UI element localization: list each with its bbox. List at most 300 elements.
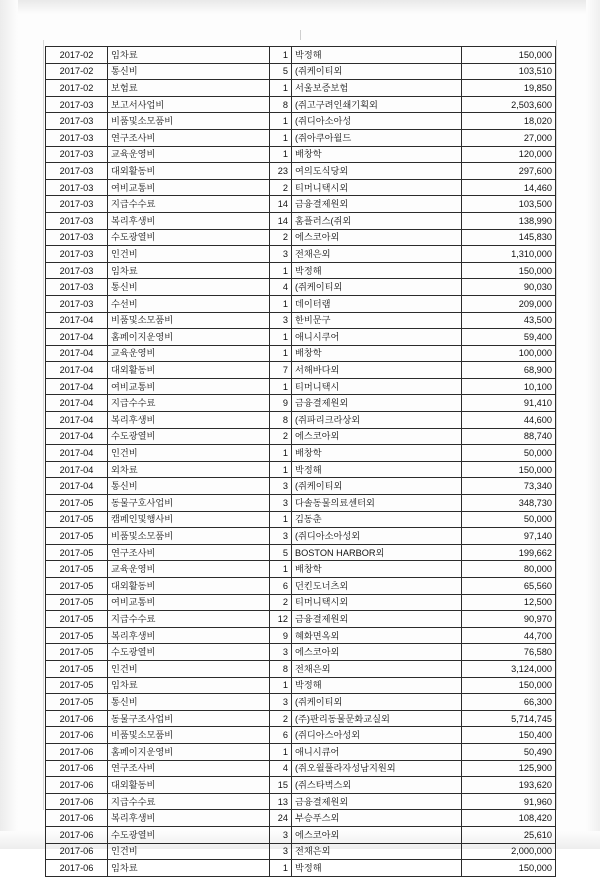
- cell-amount: 73,340: [462, 478, 556, 495]
- scan-mark: [300, 30, 301, 40]
- cell-date: 2017-04: [46, 412, 108, 429]
- cell-payee: 애니시큐어: [292, 743, 462, 760]
- cell-amount: 50,000: [462, 511, 556, 528]
- table-row: [46, 710, 556, 727]
- cell-payee: (쥐케이티외: [292, 694, 462, 711]
- cell-payee: 박정해: [292, 461, 462, 478]
- cell-item: 동물구조사업비: [108, 710, 270, 727]
- cell-amount: 91,410: [462, 395, 556, 412]
- cell-amount: 108,420: [462, 810, 556, 827]
- cell-amount: 10,100: [462, 378, 556, 395]
- cell-item: 대외활동비: [108, 777, 270, 794]
- cell-amount: 18,020: [462, 113, 556, 130]
- cell-item: 복리후생비: [108, 627, 270, 644]
- cell-amount: 2,000,000: [462, 843, 556, 860]
- cell-payee: 서울보증보험: [292, 80, 462, 97]
- cell-payee: (쥐디아소아성: [292, 113, 462, 130]
- table-row: [46, 495, 556, 512]
- cell-amount: 91,960: [462, 793, 556, 810]
- cell-date: 2017-03: [46, 113, 108, 130]
- table-row: [46, 760, 556, 777]
- cell-amount: 125,900: [462, 760, 556, 777]
- cell-payee: 에스코아외: [292, 826, 462, 843]
- cell-payee: 서해바다외: [292, 362, 462, 379]
- cell-payee: 티머니택시: [292, 378, 462, 395]
- cell-amount: 76,580: [462, 644, 556, 661]
- scan-edge-left: [0, 0, 18, 849]
- cell-date: 2017-03: [46, 96, 108, 113]
- cell-item: 홈페이지운영비: [108, 329, 270, 346]
- table-row: [46, 611, 556, 628]
- table-row: [46, 96, 556, 113]
- cell-quantity: 7: [270, 362, 292, 379]
- cell-quantity: 2: [270, 710, 292, 727]
- cell-item: 비품및소모품비: [108, 528, 270, 545]
- cell-item: 교육운영비: [108, 561, 270, 578]
- cell-date: 2017-04: [46, 312, 108, 329]
- cell-date: 2017-05: [46, 544, 108, 561]
- cell-amount: 138,990: [462, 212, 556, 229]
- cell-amount: 348,730: [462, 495, 556, 512]
- cell-payee: 티머니택시외: [292, 594, 462, 611]
- cell-payee: 배창학: [292, 561, 462, 578]
- cell-date: 2017-04: [46, 395, 108, 412]
- cell-item: 복리후생비: [108, 212, 270, 229]
- cell-item: 비품및소모품비: [108, 727, 270, 744]
- cell-amount: 19,850: [462, 80, 556, 97]
- cell-item: 대외활동비: [108, 362, 270, 379]
- cell-date: 2017-04: [46, 378, 108, 395]
- cell-amount: 27,000: [462, 129, 556, 146]
- cell-item: 통신비: [108, 694, 270, 711]
- cell-date: 2017-02: [46, 80, 108, 97]
- cell-quantity: 9: [270, 395, 292, 412]
- cell-amount: 50,490: [462, 743, 556, 760]
- cell-item: 통신비: [108, 63, 270, 80]
- cell-amount: 44,600: [462, 412, 556, 429]
- table-row: [46, 163, 556, 180]
- table-row: [46, 677, 556, 694]
- cell-quantity: 1: [270, 345, 292, 362]
- cell-quantity: 1: [270, 445, 292, 462]
- table-row: [46, 329, 556, 346]
- table-row: [46, 129, 556, 146]
- cell-quantity: 4: [270, 760, 292, 777]
- cell-date: 2017-06: [46, 860, 108, 877]
- cell-date: 2017-03: [46, 179, 108, 196]
- table-row: [46, 826, 556, 843]
- cell-quantity: 3: [270, 843, 292, 860]
- cell-payee: 금융결제원외: [292, 793, 462, 810]
- cell-date: 2017-06: [46, 760, 108, 777]
- cell-payee: (쥐아쿠아월드: [292, 129, 462, 146]
- cell-quantity: 12: [270, 611, 292, 628]
- cell-payee: 티머니택시외: [292, 179, 462, 196]
- table-row: [46, 395, 556, 412]
- cell-quantity: 1: [270, 561, 292, 578]
- cell-date: 2017-05: [46, 495, 108, 512]
- cell-item: 연구조사비: [108, 760, 270, 777]
- cell-amount: 100,000: [462, 345, 556, 362]
- cell-item: 임차료: [108, 677, 270, 694]
- cell-item: 대외활동비: [108, 163, 270, 180]
- table-row: [46, 312, 556, 329]
- cell-payee: (쥐스타벅스외: [292, 777, 462, 794]
- table-row: [46, 246, 556, 263]
- cell-payee: 에스코아외: [292, 229, 462, 246]
- ledger-table-container: [45, 46, 555, 877]
- cell-amount: 50,000: [462, 445, 556, 462]
- table-row: [46, 544, 556, 561]
- cell-date: 2017-03: [46, 246, 108, 263]
- table-row: [46, 743, 556, 760]
- cell-date: 2017-06: [46, 810, 108, 827]
- cell-amount: 150,000: [462, 461, 556, 478]
- cell-date: 2017-03: [46, 279, 108, 296]
- cell-payee: 김동춘: [292, 511, 462, 528]
- cell-amount: 120,000: [462, 146, 556, 163]
- cell-quantity: 1: [270, 461, 292, 478]
- cell-amount: 150,000: [462, 47, 556, 64]
- cell-amount: 1,310,000: [462, 246, 556, 263]
- table-row: [46, 146, 556, 163]
- cell-quantity: 3: [270, 826, 292, 843]
- cell-quantity: 3: [270, 246, 292, 263]
- cell-payee: 배창학: [292, 146, 462, 163]
- table-row: [46, 412, 556, 429]
- table-row: [46, 793, 556, 810]
- cell-date: 2017-03: [46, 146, 108, 163]
- cell-amount: 25,610: [462, 826, 556, 843]
- scan-edge-top: [0, 0, 600, 14]
- cell-payee: 부승푸스외: [292, 810, 462, 827]
- table-row: [46, 810, 556, 827]
- cell-quantity: 6: [270, 727, 292, 744]
- table-row: [46, 561, 556, 578]
- cell-payee: BOSTON HARBOR외: [292, 544, 462, 561]
- cell-date: 2017-04: [46, 428, 108, 445]
- cell-amount: 103,500: [462, 196, 556, 213]
- cell-quantity: 6: [270, 578, 292, 595]
- cell-date: 2017-06: [46, 826, 108, 843]
- cell-quantity: 1: [270, 511, 292, 528]
- cell-date: 2017-03: [46, 196, 108, 213]
- table-row: [46, 511, 556, 528]
- cell-payee: 금융결제원외: [292, 611, 462, 628]
- cell-date: 2017-05: [46, 511, 108, 528]
- cell-date: 2017-06: [46, 777, 108, 794]
- cell-quantity: 9: [270, 627, 292, 644]
- cell-date: 2017-05: [46, 528, 108, 545]
- cell-payee: 금융결제원외: [292, 196, 462, 213]
- cell-date: 2017-04: [46, 362, 108, 379]
- cell-quantity: 3: [270, 694, 292, 711]
- cell-payee: (쥐케이티외: [292, 63, 462, 80]
- cell-item: 수도광열비: [108, 428, 270, 445]
- cell-item: 임차료: [108, 860, 270, 877]
- cell-item: 지급수수료: [108, 395, 270, 412]
- cell-payee: 데이터램: [292, 295, 462, 312]
- cell-payee: 여의도식당외: [292, 163, 462, 180]
- cell-amount: 150,000: [462, 262, 556, 279]
- cell-quantity: 4: [270, 279, 292, 296]
- cell-item: 교육운영비: [108, 345, 270, 362]
- cell-amount: 88,740: [462, 428, 556, 445]
- cell-item: 인건비: [108, 660, 270, 677]
- cell-amount: 145,830: [462, 229, 556, 246]
- table-row: [46, 345, 556, 362]
- cell-item: 여비교통비: [108, 594, 270, 611]
- cell-payee: (쥐디아스아성외: [292, 727, 462, 744]
- cell-date: 2017-06: [46, 727, 108, 744]
- cell-quantity: 13: [270, 793, 292, 810]
- table-row: [46, 578, 556, 595]
- cell-date: 2017-05: [46, 594, 108, 611]
- cell-quantity: 3: [270, 478, 292, 495]
- cell-quantity: 3: [270, 644, 292, 661]
- cell-amount: 5,714,745: [462, 710, 556, 727]
- table-row: [46, 295, 556, 312]
- cell-quantity: 2: [270, 594, 292, 611]
- cell-item: 지급수수료: [108, 793, 270, 810]
- cell-quantity: 24: [270, 810, 292, 827]
- cell-payee: 박정해: [292, 47, 462, 64]
- cell-item: 비품및소모품비: [108, 113, 270, 130]
- table-row: [46, 660, 556, 677]
- cell-amount: 80,000: [462, 561, 556, 578]
- cell-date: 2017-04: [46, 329, 108, 346]
- cell-quantity: 8: [270, 412, 292, 429]
- cell-payee: 한비문구: [292, 312, 462, 329]
- table-row: [46, 461, 556, 478]
- cell-quantity: 1: [270, 129, 292, 146]
- cell-item: 보험료: [108, 80, 270, 97]
- cell-date: 2017-06: [46, 843, 108, 860]
- cell-date: 2017-03: [46, 295, 108, 312]
- cell-payee: 전채은외: [292, 843, 462, 860]
- cell-quantity: 14: [270, 212, 292, 229]
- cell-amount: 43,500: [462, 312, 556, 329]
- cell-quantity: 8: [270, 660, 292, 677]
- cell-quantity: 1: [270, 262, 292, 279]
- table-row: [46, 777, 556, 794]
- cell-item: 연구조사비: [108, 544, 270, 561]
- cell-amount: 2,503,600: [462, 96, 556, 113]
- cell-date: 2017-05: [46, 627, 108, 644]
- cell-quantity: 1: [270, 677, 292, 694]
- scan-edge-right: [586, 0, 600, 849]
- cell-date: 2017-04: [46, 345, 108, 362]
- cell-item: 외차료: [108, 461, 270, 478]
- table-row: [46, 63, 556, 80]
- cell-item: 비품및소모품비: [108, 312, 270, 329]
- cell-payee: 박정해: [292, 677, 462, 694]
- cell-payee: 에스코아외: [292, 428, 462, 445]
- cell-payee: 전채은외: [292, 246, 462, 263]
- cell-item: 인건비: [108, 445, 270, 462]
- cell-payee: (쥐오월풀라자성남지원외: [292, 760, 462, 777]
- cell-item: 대외활동비: [108, 578, 270, 595]
- cell-amount: 44,700: [462, 627, 556, 644]
- cell-quantity: 1: [270, 378, 292, 395]
- table-row: [46, 644, 556, 661]
- cell-payee: (주)판리동물문화교실외: [292, 710, 462, 727]
- cell-payee: (쥐케이티외: [292, 478, 462, 495]
- ledger-table: [45, 46, 556, 877]
- cell-payee: (쥐고구려인쇄기획외: [292, 96, 462, 113]
- cell-quantity: 1: [270, 329, 292, 346]
- cell-payee: 애니시쿠어: [292, 329, 462, 346]
- cell-quantity: 1: [270, 47, 292, 64]
- cell-date: 2017-04: [46, 478, 108, 495]
- cell-payee: 에스코아외: [292, 644, 462, 661]
- cell-date: 2017-05: [46, 660, 108, 677]
- cell-item: 여비교통비: [108, 378, 270, 395]
- cell-quantity: 2: [270, 428, 292, 445]
- scan-hairline-left: [43, 40, 44, 810]
- table-row: [46, 196, 556, 213]
- cell-item: 인건비: [108, 246, 270, 263]
- cell-date: 2017-03: [46, 129, 108, 146]
- table-row: [46, 843, 556, 860]
- table-row: [46, 528, 556, 545]
- cell-item: 복리후생비: [108, 412, 270, 429]
- cell-quantity: 1: [270, 113, 292, 130]
- cell-date: 2017-05: [46, 578, 108, 595]
- cell-item: 수도광열비: [108, 644, 270, 661]
- cell-date: 2017-05: [46, 694, 108, 711]
- table-row: [46, 727, 556, 744]
- cell-item: 보고서사업비: [108, 96, 270, 113]
- cell-item: 지급수수료: [108, 611, 270, 628]
- cell-amount: 150,000: [462, 860, 556, 877]
- cell-amount: 68,900: [462, 362, 556, 379]
- cell-item: 여비교통비: [108, 179, 270, 196]
- cell-payee: 홈플러스(쥐외: [292, 212, 462, 229]
- cell-payee: (쥐파리크라상외: [292, 412, 462, 429]
- cell-amount: 103,510: [462, 63, 556, 80]
- cell-amount: 90,970: [462, 611, 556, 628]
- table-row: [46, 362, 556, 379]
- table-row: [46, 594, 556, 611]
- cell-payee: 전채은외: [292, 660, 462, 677]
- cell-date: 2017-03: [46, 163, 108, 180]
- cell-amount: 193,620: [462, 777, 556, 794]
- cell-date: 2017-05: [46, 677, 108, 694]
- cell-quantity: 23: [270, 163, 292, 180]
- cell-quantity: 14: [270, 196, 292, 213]
- cell-payee: 던킨도너츠외: [292, 578, 462, 595]
- table-row: [46, 262, 556, 279]
- scan-hairline-right: [556, 40, 557, 810]
- cell-item: 연구조사비: [108, 129, 270, 146]
- cell-payee: (쥐케이티외: [292, 279, 462, 296]
- cell-item: 수선비: [108, 295, 270, 312]
- cell-date: 2017-03: [46, 212, 108, 229]
- cell-amount: 199,662: [462, 544, 556, 561]
- table-row: [46, 229, 556, 246]
- cell-amount: 59,400: [462, 329, 556, 346]
- cell-item: 인건비: [108, 843, 270, 860]
- cell-quantity: 1: [270, 80, 292, 97]
- cell-date: 2017-03: [46, 262, 108, 279]
- cell-amount: 3,124,000: [462, 660, 556, 677]
- cell-date: 2017-04: [46, 461, 108, 478]
- cell-payee: 박정해: [292, 262, 462, 279]
- table-row: [46, 627, 556, 644]
- cell-item: 복리후생비: [108, 810, 270, 827]
- cell-item: 지급수수료: [108, 196, 270, 213]
- cell-item: 캠페인및행사비: [108, 511, 270, 528]
- cell-date: 2017-06: [46, 743, 108, 760]
- cell-amount: 209,000: [462, 295, 556, 312]
- table-row: [46, 860, 556, 877]
- cell-quantity: 5: [270, 544, 292, 561]
- cell-date: 2017-02: [46, 47, 108, 64]
- cell-amount: 97,140: [462, 528, 556, 545]
- cell-payee: 금융결제원외: [292, 395, 462, 412]
- cell-amount: 66,300: [462, 694, 556, 711]
- cell-quantity: 2: [270, 229, 292, 246]
- table-row: [46, 378, 556, 395]
- cell-item: 홈페이지운영비: [108, 743, 270, 760]
- cell-item: 통신비: [108, 279, 270, 296]
- table-row: [46, 694, 556, 711]
- cell-date: 2017-05: [46, 644, 108, 661]
- cell-amount: 14,460: [462, 179, 556, 196]
- cell-amount: 90,030: [462, 279, 556, 296]
- cell-payee: (쥐디아소아성외: [292, 528, 462, 545]
- cell-payee: 다솔동물의료센터외: [292, 495, 462, 512]
- cell-date: 2017-06: [46, 710, 108, 727]
- cell-quantity: 1: [270, 146, 292, 163]
- cell-payee: 배창학: [292, 445, 462, 462]
- cell-payee: 박정해: [292, 860, 462, 877]
- cell-item: 동물구호사업비: [108, 495, 270, 512]
- cell-payee: 혜화면옥외: [292, 627, 462, 644]
- cell-quantity: 1: [270, 860, 292, 877]
- table-row: [46, 212, 556, 229]
- table-row: [46, 80, 556, 97]
- cell-amount: 65,560: [462, 578, 556, 595]
- cell-amount: 297,600: [462, 163, 556, 180]
- table-row: [46, 428, 556, 445]
- cell-date: 2017-02: [46, 63, 108, 80]
- cell-item: 임차료: [108, 47, 270, 64]
- table-row: [46, 47, 556, 64]
- cell-item: 수도광열비: [108, 229, 270, 246]
- cell-date: 2017-04: [46, 445, 108, 462]
- table-row: [46, 478, 556, 495]
- cell-quantity: 15: [270, 777, 292, 794]
- cell-quantity: 2: [270, 179, 292, 196]
- cell-amount: 150,000: [462, 677, 556, 694]
- table-row: [46, 279, 556, 296]
- cell-date: 2017-03: [46, 229, 108, 246]
- cell-date: 2017-06: [46, 793, 108, 810]
- cell-quantity: 1: [270, 743, 292, 760]
- cell-item: 임차료: [108, 262, 270, 279]
- cell-quantity: 3: [270, 495, 292, 512]
- cell-amount: 150,400: [462, 727, 556, 744]
- cell-date: 2017-05: [46, 611, 108, 628]
- cell-amount: 12,500: [462, 594, 556, 611]
- cell-quantity: 5: [270, 63, 292, 80]
- table-row: [46, 179, 556, 196]
- cell-date: 2017-05: [46, 561, 108, 578]
- cell-item: 교육운영비: [108, 146, 270, 163]
- cell-quantity: 3: [270, 312, 292, 329]
